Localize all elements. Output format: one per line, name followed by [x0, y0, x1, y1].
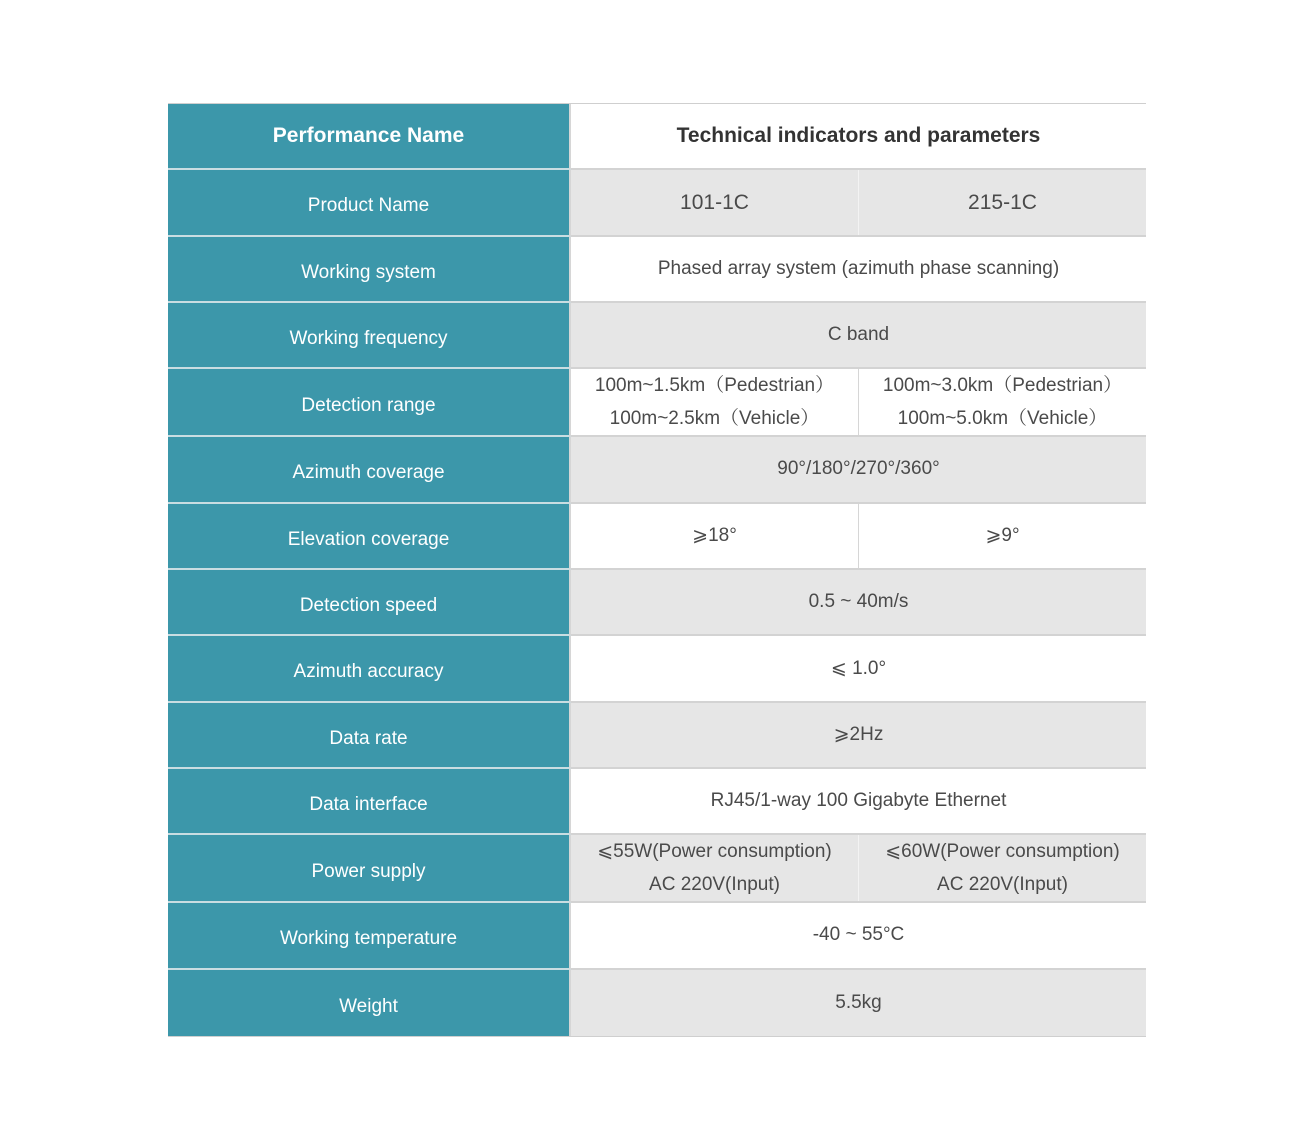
header-technical-indicators: Technical indicators and parameters: [571, 104, 1146, 170]
power-supply-215-input: AC 220V(Input): [937, 874, 1068, 896]
value-working-frequency: C band: [571, 303, 1146, 369]
detection-range-215-vehicle: 100m~5.0km（Vehicle）: [897, 408, 1108, 430]
label-power-supply: Power supply: [168, 835, 571, 903]
value-elevation-coverage: [571, 504, 1146, 570]
label-azimuth-accuracy: Azimuth accuracy: [168, 636, 571, 702]
label-detection-speed: Detection speed: [168, 570, 571, 636]
value-detection-range: [571, 369, 1146, 437]
label-working-temperature: Working temperature: [168, 903, 571, 969]
detection-range-101-pedestrian: 100m~1.5km（Pedestrian）: [594, 375, 835, 397]
detection-range-215-pedestrian: 100m~3.0km（Pedestrian）: [882, 375, 1123, 397]
detection-range-101-1c: [571, 369, 859, 435]
elevation-coverage-215-1c: ⩾9°: [985, 525, 1020, 547]
power-supply-101-input: AC 220V(Input): [649, 874, 780, 896]
value-product-name: [571, 170, 1146, 236]
product-name-215-1c: 215-1C: [968, 190, 1037, 214]
label-detection-range: Detection range: [168, 369, 571, 437]
label-azimuth-coverage: Azimuth coverage: [168, 437, 571, 503]
value-data-interface: RJ45/1-way 100 Gigabyte Ethernet: [571, 769, 1146, 835]
value-data-rate: ⩾2Hz: [571, 703, 1146, 769]
label-working-system: Working system: [168, 237, 571, 303]
label-weight: Weight: [168, 970, 571, 1036]
value-azimuth-accuracy: ⩽ 1.0°: [571, 636, 1146, 702]
label-data-rate: Data rate: [168, 703, 571, 769]
value-detection-speed: 0.5 ~ 40m/s: [571, 570, 1146, 636]
value-power-supply: [571, 835, 1146, 903]
value-azimuth-coverage: 90°/180°/270°/360°: [571, 437, 1146, 503]
detection-range-215-1c: [859, 369, 1146, 435]
product-name-101-1c: 101-1C: [571, 170, 859, 234]
power-supply-215-1c: [859, 835, 1146, 901]
power-supply-101-1c: [571, 835, 859, 901]
label-elevation-coverage: Elevation coverage: [168, 504, 571, 570]
spec-table: [168, 103, 1146, 1037]
label-product-name: Product Name: [168, 170, 571, 236]
value-weight: 5.5kg: [571, 970, 1146, 1036]
label-working-frequency: Working frequency: [168, 303, 571, 369]
label-data-interface: Data interface: [168, 769, 571, 835]
header-performance-name: Performance Name: [168, 104, 571, 170]
detection-range-101-vehicle: 100m~2.5km（Vehicle）: [609, 408, 820, 430]
power-supply-101-consumption: ⩽55W(Power consumption): [597, 841, 832, 863]
power-supply-215-consumption: ⩽60W(Power consumption): [885, 841, 1120, 863]
value-working-system: Phased array system (azimuth phase scanning): [571, 237, 1146, 303]
elevation-coverage-101-1c: ⩾18°: [571, 504, 859, 568]
value-working-temperature: -40 ~ 55°C: [571, 903, 1146, 969]
